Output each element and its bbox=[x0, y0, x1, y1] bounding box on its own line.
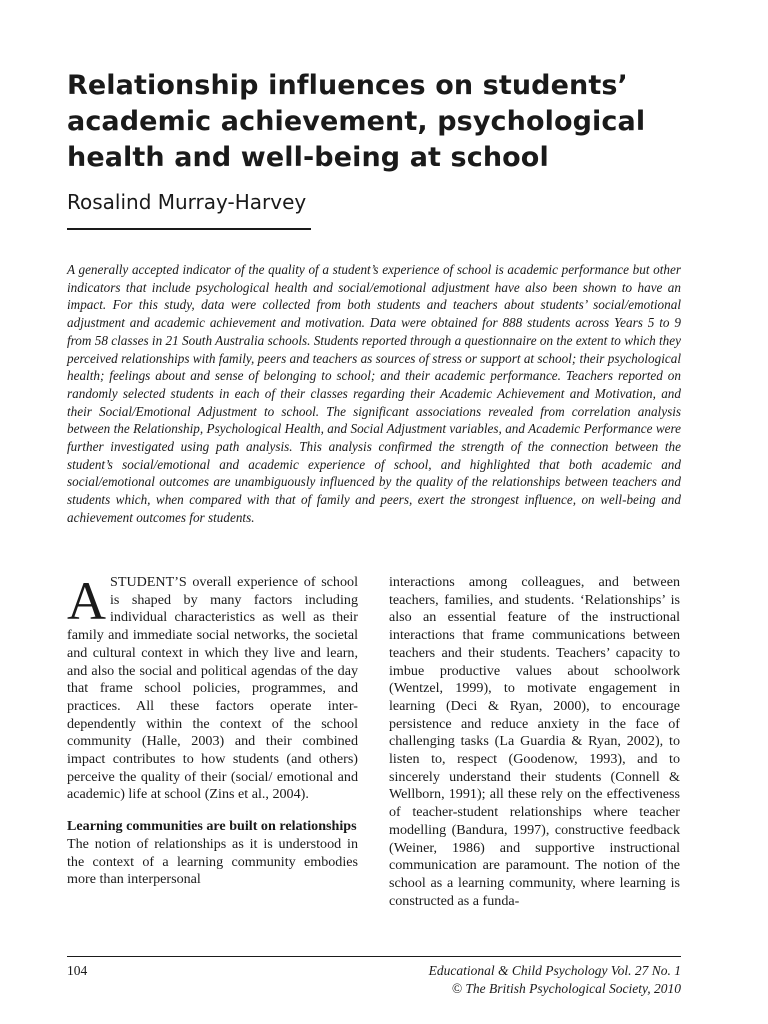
intro-text: STUDENT’S overall experience of school is shaped by many factors including individual characteristics as well as their family and immediate social networks, the societal and cultural context in which they live and learn, and also the social and political agendas of the day that frame school policies, programmes, and practices. All these factors operate inter-dependently within the context of the school community (Halle, 2003) and their combined impact contributes to how students (and others) perceive the quality of their (social/ emotional and academic) life at school (Zins et al., 2004). bbox=[67, 574, 358, 803]
intro-paragraph bbox=[67, 571, 358, 804]
body-column-right bbox=[389, 574, 680, 910]
author-name: Rosalind Murray-Harvey bbox=[67, 190, 307, 214]
drop-cap: A bbox=[67, 571, 106, 631]
right-column-text: interactions among colleagues, and between teachers, families, and students. ‘Relationships’ is also an essential feature of the instructional interactions that frame communications between teachers and their students. Teachers’ capacity to imbue productive values about schoolwork (Wentzel, 1999), to motivate engagement in learning (Deci & Ryan, 2000), to encourage persistence and reduce anxiety in the face of challenging tasks (La Guardia & Ryan, 2002), to listen to, respect (Goodenow, 1993), and to sincerely understand their students (Connell & Wellborn, 1991); all these rely on the effectiveness of teacher-student relationships where teacher modelling (Bandura, 1997), constructive feedback (Weiner, 1986) and supportive instructional communication are paramount. The notion of the school as a learning community, where learning is constructed as a funda- bbox=[389, 574, 680, 909]
section-heading: Learning communities are built on relationships bbox=[67, 818, 357, 835]
author-divider bbox=[67, 228, 311, 230]
article-title: Relationship influences on students’ academic achievement, psychological health and well-being at school bbox=[67, 70, 646, 173]
copyright-notice: © The British Psychological Society, 2010 bbox=[451, 981, 681, 996]
footer-divider bbox=[67, 956, 681, 957]
abstract: A generally accepted indicator of the quality of a student’s experience of school is academic performance but other indicators that include psychological health and social/emotional adjustment have also been shown to have an impact. For this study, data were collected from both students and teachers about students’ social/emotional adjustment and academic achievement and motivation. Data were obtained for 888 students across Years 5 to 9 from 58 classes in 21 South Australia schools. Students reported through a questionnaire on the extent to which they perceived relationships with family, peers and teachers as sources of stress or support at school; their psychological health; feelings about and sense of belonging to school; and their academic performance. Teachers reported on randomly selected students in each of their classes regarding their Academic Achievement and Motivation, and their Social/Emotional Adjustment to school. The significant associations revealed from correlation analysis between the Relationship, Psychological Health, and Social Adjustment variables, and Academic Performance were further investigated using path analysis. This analysis confirmed the strength of the connection between the student’s social/emotional and academic experience of school, and highlighted that both academic and social/emotional outcomes are unambiguously influenced by the quality of the relationships between teachers and students which, when compared with that of family and peers, exert the strongest influence, on well-being and achievement outcomes for students. bbox=[67, 262, 681, 525]
body-column-left bbox=[67, 571, 358, 889]
page-number: 104 bbox=[67, 963, 88, 978]
section-paragraph: The notion of relationships as it is understood in the context of a learning community embodies more than interpersonal bbox=[67, 835, 358, 888]
journal-citation: Educational & Child Psychology Vol. 27 No. 1 bbox=[428, 963, 681, 978]
